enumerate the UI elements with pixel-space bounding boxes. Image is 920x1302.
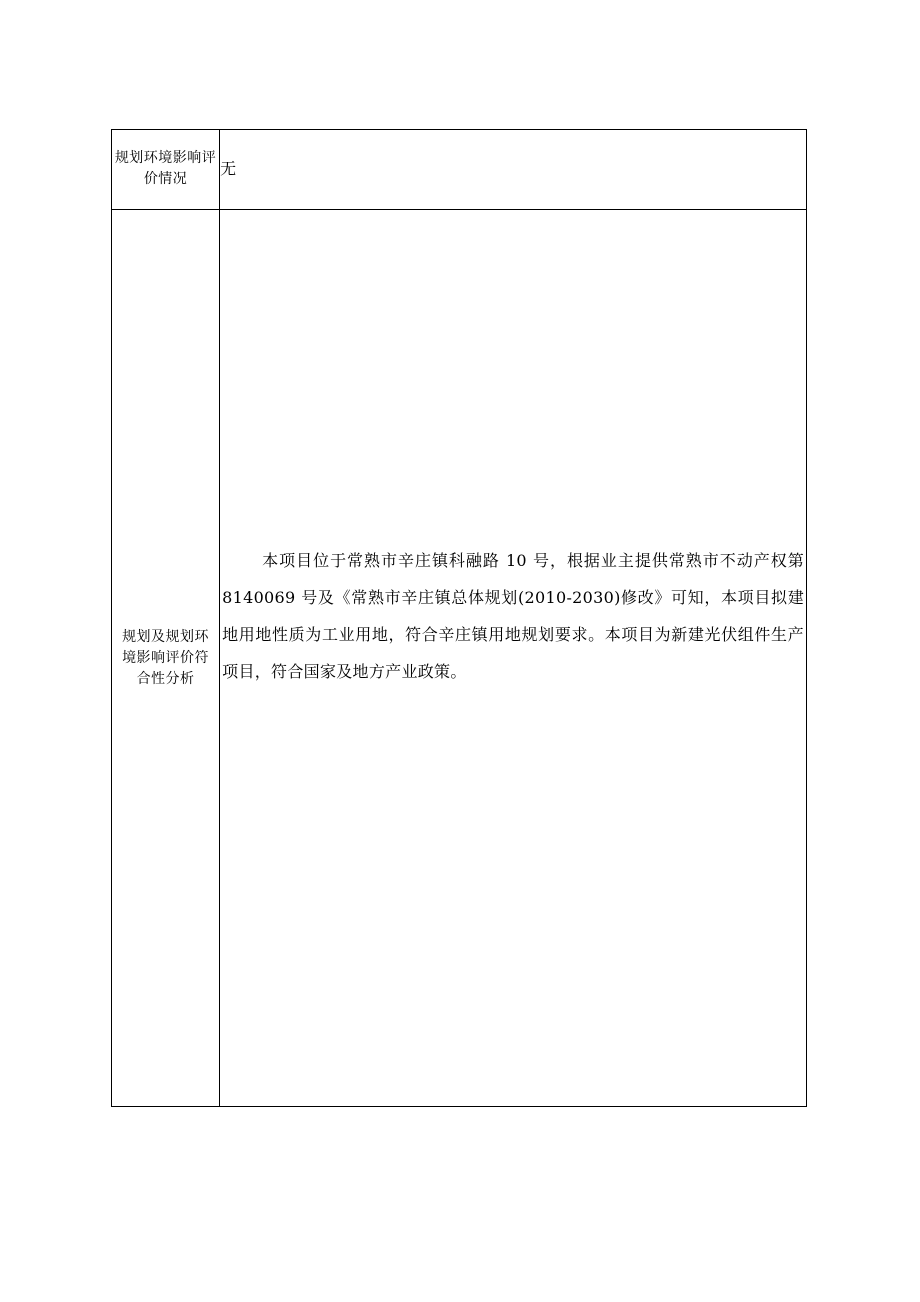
row-content-cell	[220, 130, 807, 210]
row-label: 规划及规划环境影响评价符合性分析	[122, 628, 210, 687]
row-content-cell	[220, 210, 807, 1107]
row-label-cell	[112, 210, 220, 1107]
document-table	[111, 129, 807, 1107]
analysis-paragraph: 本项目位于常熟市辛庄镇科融路 10 号，根据业主提供常熟市不动产权第 8140069 号及《常熟市辛庄镇总体规划(2010-2030)修改》可知，本项目拟建地用地性质为工业用地，符合辛庄镇用地规划要求。本项目为新建光伏组件生产项目，符合国家及地方产业政策。	[222, 551, 804, 682]
table-row	[112, 130, 807, 210]
row-label-cell	[112, 130, 220, 210]
row-label: 规划环境影响评价情况	[114, 150, 217, 188]
table-row	[112, 210, 807, 1107]
row-content: 无	[220, 159, 237, 179]
